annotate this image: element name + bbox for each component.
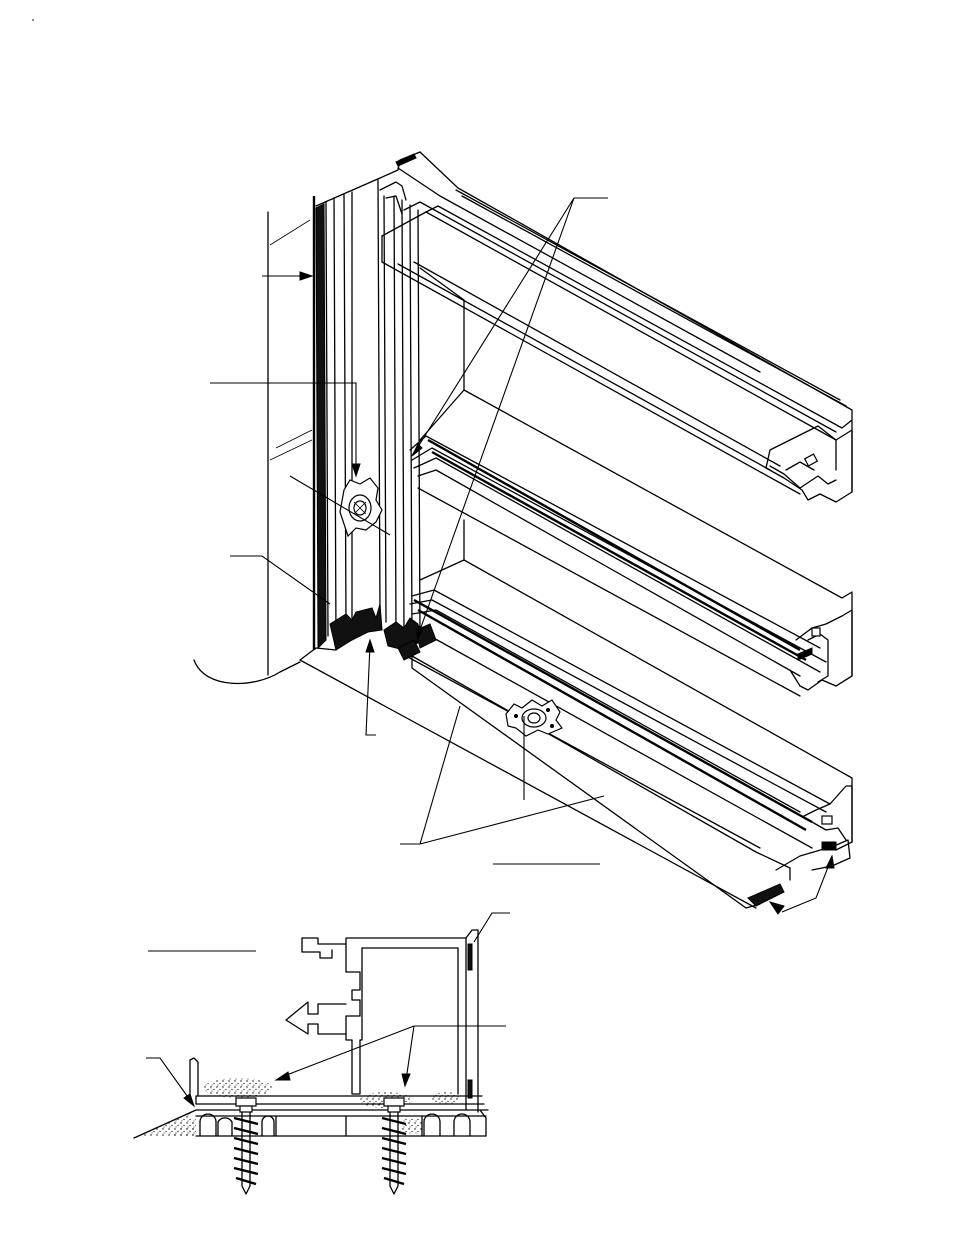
- section-cap-leader: [474, 913, 510, 942]
- jamb-seal-strip: [316, 204, 326, 648]
- vertical-jamb: [300, 152, 756, 908]
- head-member: [382, 152, 852, 502]
- corner-dot: [32, 19, 34, 21]
- sill-member: [398, 520, 852, 908]
- sill-flashing-double-leader: [400, 706, 604, 844]
- isometric-view: [194, 152, 852, 914]
- sill-end-dam-leader: [366, 645, 376, 735]
- callout-leaders: [210, 198, 834, 914]
- section-leaders: [146, 913, 510, 1106]
- wall-opening: [194, 212, 312, 683]
- jamb-anchor: [340, 478, 382, 536]
- section-flashing-leader: [146, 1058, 194, 1106]
- shim-anchor-arrow: [210, 383, 360, 476]
- section-frame-profile: [134, 930, 488, 1138]
- jamb-seal-arrow: [262, 272, 312, 280]
- section-view: [134, 913, 510, 1194]
- head-sill-double-leader: [412, 198, 608, 638]
- section-anchor-right: [382, 1098, 406, 1194]
- section-anchor-left: [234, 1098, 258, 1194]
- section-sealant-arrows: [276, 1026, 506, 1086]
- sill-anchor: [506, 700, 562, 736]
